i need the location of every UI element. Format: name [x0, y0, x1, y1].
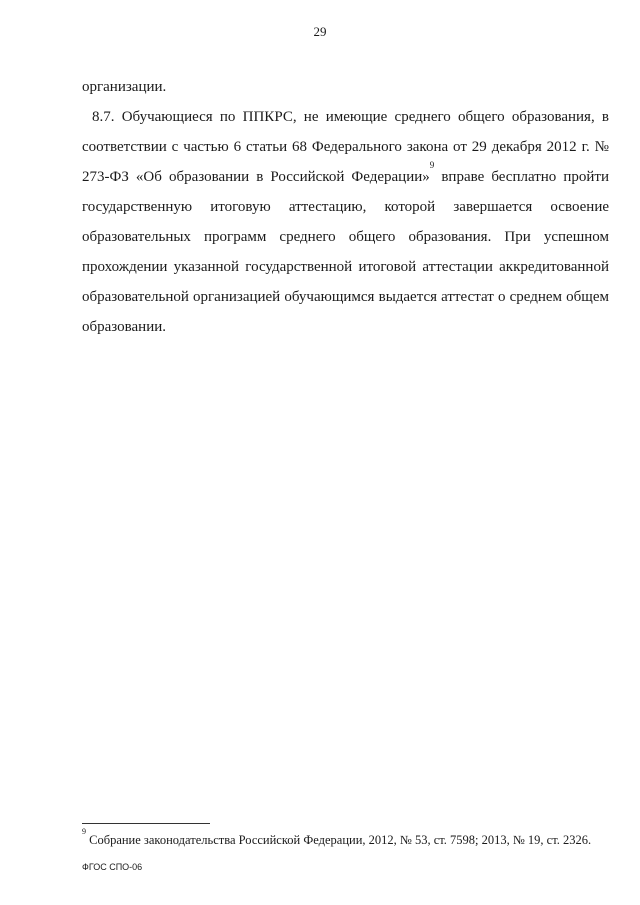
- main-text: [82, 72, 609, 342]
- footnote-text: Собрание законодательства Российской Федерации, 2012, № 53, ст. 7598; 2013, № 19, ст. 2326.: [86, 833, 592, 847]
- page-number: 29: [313, 24, 327, 39]
- footnote-reference: 9: [429, 160, 435, 170]
- document-code: ФГОС СПО-06: [82, 862, 143, 872]
- footnote: [82, 826, 609, 849]
- continuation-line: организации.: [82, 79, 167, 95]
- footnote-mark: 9: [82, 826, 86, 836]
- paragraph-text-after-reference: вправе бесплатно пройти государственную итоговую аттестацию, которой завершается освоение образовательных программ среднего общего образования. При успешном прохождении указанной государственной итоговой аттестации аккредитованной образовательной организацией обучающимся выдается аттестат о среднем общем образовании.: [82, 169, 610, 335]
- paragraph-text-before-reference: 8.7. Обучающиеся по ППКРС, не имеющие среднего общего образования, в соответствии с частью 6 статьи 68 Федерального закона от 29 декабря 2012 г. № 273-ФЗ «Об образовании в Российской Федерации»: [82, 109, 609, 185]
- footnote-divider: [82, 823, 210, 824]
- paragraph-8-7: [82, 102, 609, 342]
